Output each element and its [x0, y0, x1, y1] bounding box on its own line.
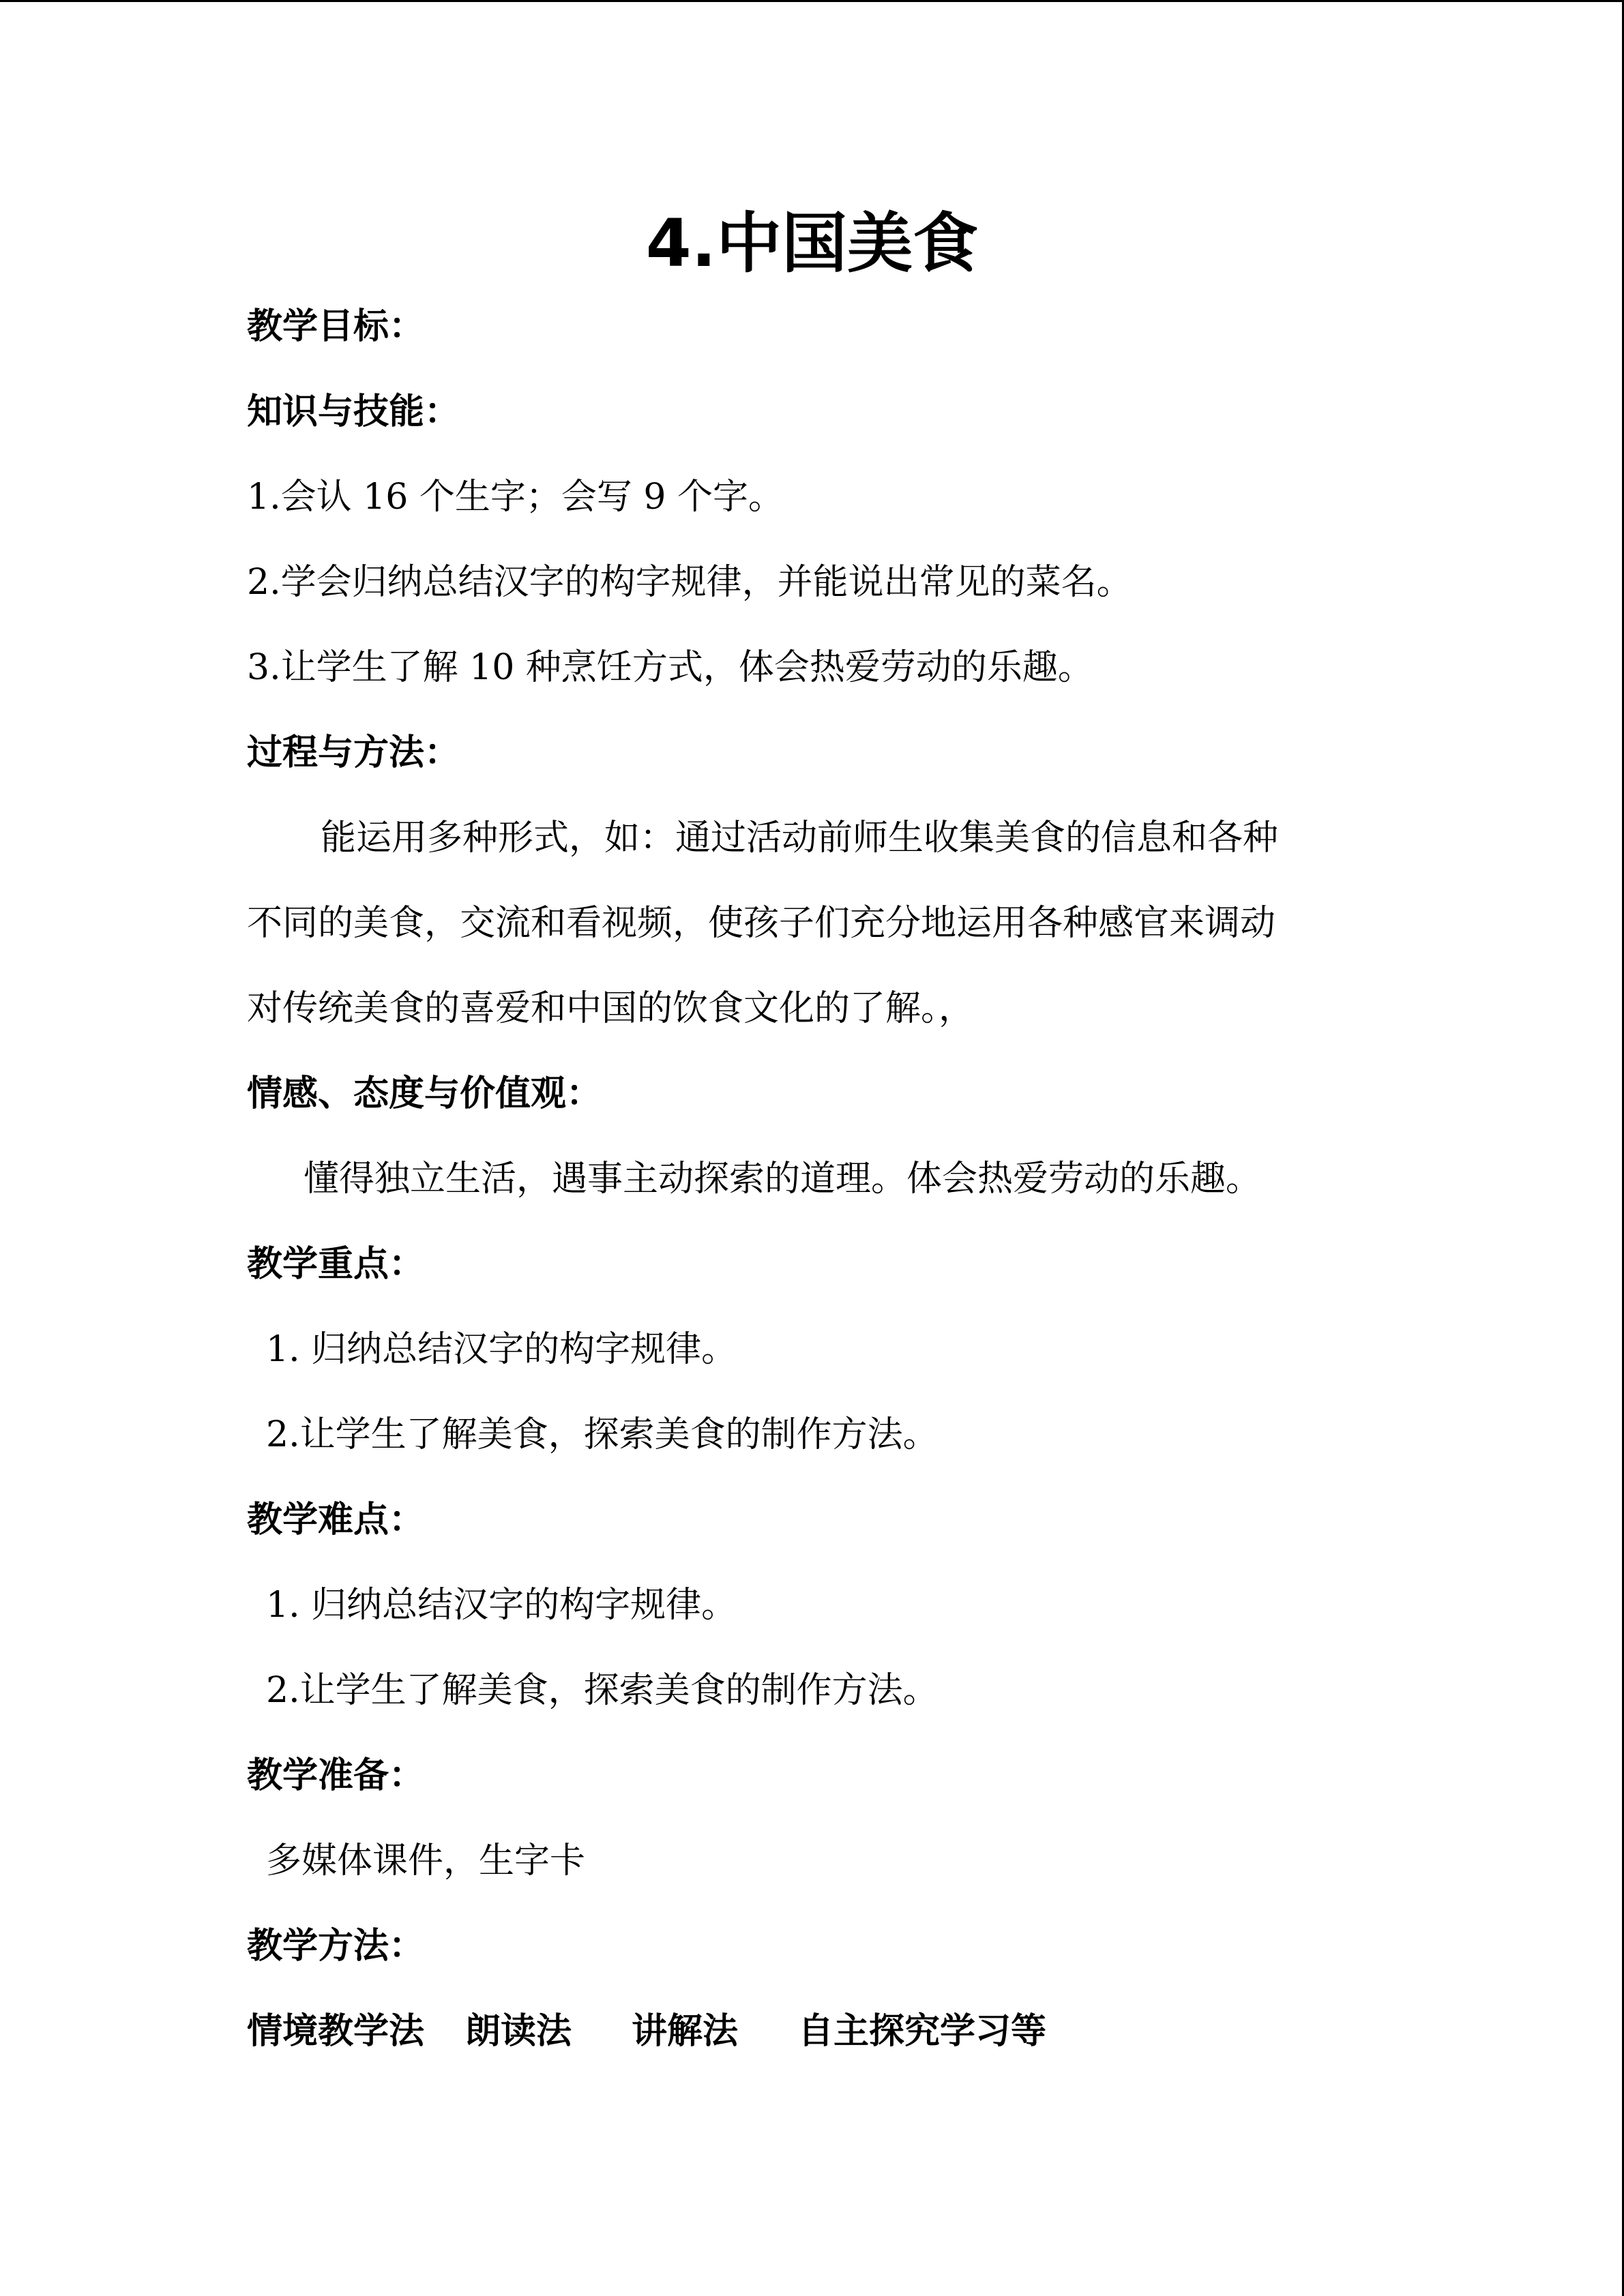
- knowledge-item-3: 3.让学生了解 10 种烹饪方式，体会热爱劳动的乐趣。: [247, 647, 1093, 688]
- preparation-heading: 教学准备：: [247, 1755, 425, 1796]
- key-point-2: 2.让学生了解美食，探索美食的制作方法。: [266, 1414, 939, 1455]
- emotion-heading: 情感、态度与价值观：: [247, 1073, 602, 1114]
- knowledge-heading: 知识与技能：: [247, 391, 460, 432]
- page-title: 4.中国美食: [645, 205, 979, 282]
- method-reading-aloud: 朗读法: [465, 2011, 572, 2052]
- difficulties-heading: 教学难点：: [247, 1500, 425, 1540]
- method-self-inquiry: 自主探究学习等: [798, 2011, 1047, 2052]
- method-situational: 情境教学法: [247, 2011, 425, 2052]
- knowledge-item-1: 1.会认 16 个生字；会写 9 个字。: [247, 477, 784, 518]
- method-explanation: 讲解法: [632, 2011, 739, 2052]
- emotion-text: 懂得独立生活，遇事主动探索的道理。体会热爱劳动的乐趣。: [304, 1159, 1262, 1199]
- methods-heading: 教学方法：: [247, 1926, 425, 1967]
- difficulty-1: 1. 归纳总结汉字的构字规律。: [266, 1585, 737, 1626]
- process-line-3: 对传统美食的喜爱和中国的饮食文化的了解。，: [247, 988, 975, 1029]
- key-point-1: 1. 归纳总结汉字的构字规律。: [266, 1329, 737, 1370]
- objectives-heading: 教学目标：: [247, 306, 425, 347]
- process-line-2: 不同的美食，交流和看视频，使孩子们充分地运用各种感官来调动: [247, 903, 1276, 944]
- key-points-heading: 教学重点：: [247, 1244, 425, 1285]
- difficulty-2: 2.让学生了解美食，探索美食的制作方法。: [266, 1670, 939, 1711]
- knowledge-item-2: 2.学会归纳总结汉字的构字规律，并能说出常见的菜名。: [247, 562, 1132, 603]
- preparation-text: 多媒体课件，生字卡: [266, 1840, 586, 1881]
- process-line-1: 能运用多种形式，如：通过活动前师生收集美食的信息和各种: [321, 818, 1279, 859]
- process-heading: 过程与方法：: [247, 732, 460, 773]
- methods-list: [247, 2007, 1046, 2056]
